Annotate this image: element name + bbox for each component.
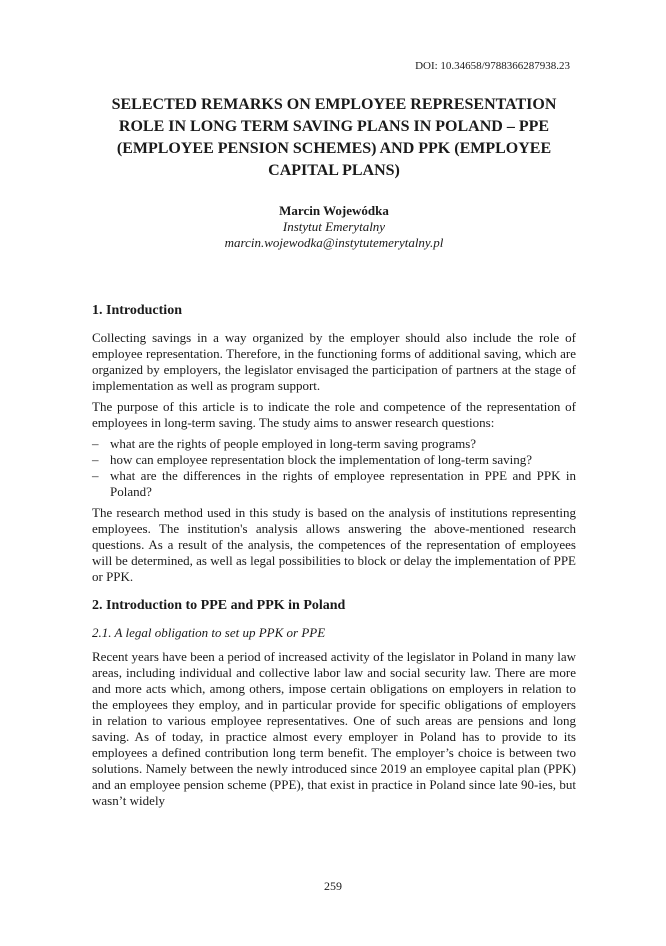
list-item-text: what are the rights of people employed in long-term saving programs? <box>110 436 477 451</box>
list-item <box>92 452 576 468</box>
paper-title: SELECTED REMARKS ON EMPLOYEE REPRESENTATION ROLE IN LONG TERM SAVING PLANS IN POLAND – PPE (EMPLOYEE PENSION SCHEMES) AND PPK (EMPLOYEE CAPITAL PLANS) <box>111 96 557 179</box>
research-questions-list <box>92 436 576 500</box>
paragraph: Recent years have been a period of increased activity of the legislator in Poland in many law areas, including individual and collective labor law and social security law. There are more and more acts which, among others, impose certain obligations on employers in relation to the employees they employ, and in particular provide for specific obligations of employers in relation to various employee representatives. One of such areas are pensions and long saving. As of today, in practice almost every employer in Poland has to provide to its employees a defined contribution long term benefit. The employer’s choice is between two solutions. Namely between the newly introduced since 2019 an employee capital plan (PPK) and an employee pension scheme (PPE), that exist in practice in Poland since late 90-ies, but wasn’t widely <box>92 649 576 808</box>
author-block <box>92 203 576 251</box>
list-item <box>92 468 576 500</box>
subsection-heading: 2.1. A legal obligation to set up PPK or PPE <box>92 625 326 640</box>
list-item-text: how can employee representation block the implementation of long-term saving? <box>110 452 533 467</box>
page-number: 259 <box>324 879 342 893</box>
list-item <box>92 436 576 452</box>
author-name: Marcin Wojewódka <box>279 203 389 218</box>
paragraph: The purpose of this article is to indicate the role and competence of the representation of employees in long-term saving. The study aims to answer research questions: <box>92 399 576 430</box>
list-dash: – <box>92 468 99 483</box>
section-heading-ppe-ppk: 2. Introduction to PPE and PPK in Poland <box>92 598 346 613</box>
list-item-text: what are the differences in the rights of employee representation in PPE and PPK in Poland? <box>110 468 576 499</box>
section-heading-introduction: 1. Introduction <box>92 303 182 318</box>
author-affiliation: Instytut Emerytalny <box>282 219 386 234</box>
paragraph: The research method used in this study is based on the analysis of institutions representing employees. The institution's analysis allows answering the above-mentioned research questions. As a result of the analysis, the competences of the representation of employees will be determined, as well as legal possibilities to block or delay the implementation of PPE or PPK. <box>92 505 576 584</box>
doi-label: DOI: 10.34658/9788366287938.23 <box>415 60 570 72</box>
list-dash: – <box>92 452 99 467</box>
paragraph: Collecting savings in a way organized by the employer should also include the role of employee representation. Therefore, in the functioning forms of additional saving, which are organized by employers, the legislator envisaged the participation of partners at the stage of implementation as well as program support. <box>92 330 576 393</box>
paper-body <box>92 302 576 814</box>
author-email[interactable]: marcin.wojewodka@instytutemerytalny.pl <box>224 235 444 250</box>
list-dash: – <box>92 436 99 451</box>
